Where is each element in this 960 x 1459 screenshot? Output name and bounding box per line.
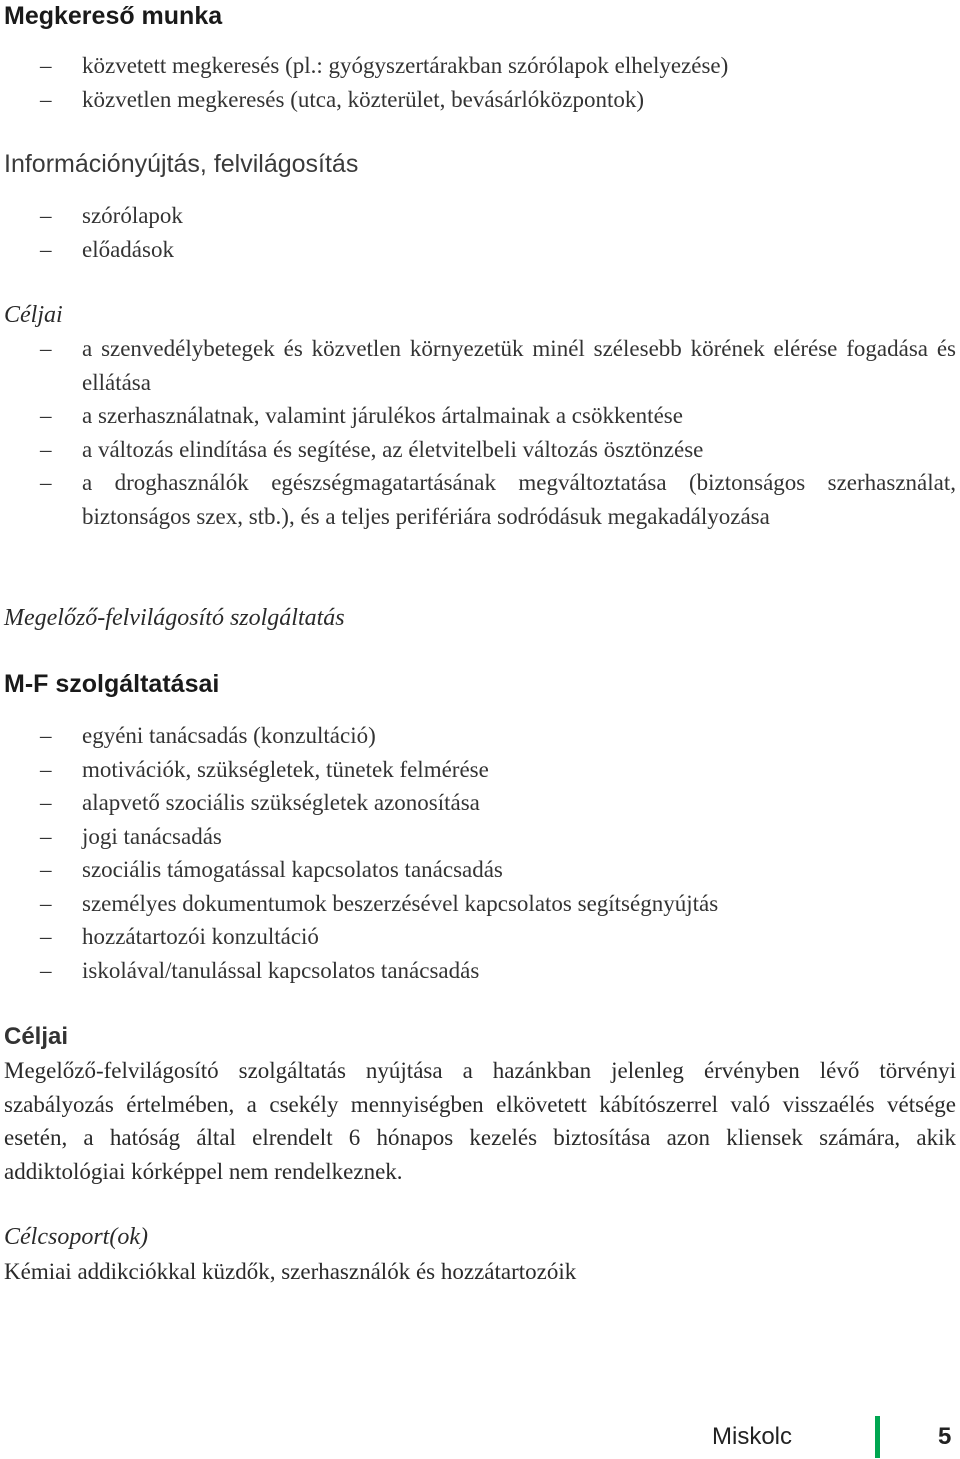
section-title-target-groups: Célcsoport(ok): [4, 1224, 148, 1250]
dash-marker: –: [40, 336, 52, 361]
dash-marker: –: [40, 403, 52, 428]
dash-marker: –: [40, 236, 52, 262]
dash-marker: –: [40, 470, 52, 495]
service-title: Megelőző-felvilágosító szolgáltatás: [4, 605, 345, 631]
section-title-outreach: Megkereső munka: [4, 2, 223, 30]
list-item: – személyes dokumentumok beszerzésével kapcsolatos segítségnyújtás: [0, 887, 956, 921]
section-title-information: Információnyújtás, felvilágosítás: [4, 150, 359, 178]
dash-marker: –: [40, 823, 52, 849]
dash-marker: –: [40, 53, 52, 78]
list-item: – jogi tanácsadás: [0, 820, 956, 854]
mf-services-list: [0, 719, 956, 987]
list-item: – egyéni tanácsadás (konzultáció): [0, 719, 956, 753]
outreach-list: [0, 49, 956, 116]
information-list: [0, 199, 956, 266]
dash-marker: –: [40, 924, 52, 949]
section-title-mf-services: M-F szolgáltatásai: [4, 670, 220, 698]
section-title-goals: Céljai: [4, 302, 63, 328]
dash-marker: –: [40, 756, 52, 782]
list-item: – közvetett megkeresés (pl.: gyógyszertárakban szórólapok elhelyezése): [0, 49, 956, 83]
dash-marker: –: [40, 203, 52, 228]
footer-accent-bar: [875, 1416, 880, 1458]
list-item: – iskolával/tanulással kapcsolatos tanácsadás: [0, 954, 956, 988]
list-item: – szórólapok: [0, 199, 956, 233]
dash-marker: –: [40, 857, 52, 882]
list-item: – a szenvedélybetegek és közvetlen környezetük minél szélesebb körének elérése fogadása és ellátása: [0, 332, 956, 399]
list-item: – szociális támogatással kapcsolatos tanácsadás: [0, 853, 956, 887]
target-groups-paragraph: Kémiai addikciókkal küzdők, szerhasználók és hozzátartozóik: [4, 1259, 577, 1284]
section-title-goals-2: Céljai: [4, 1023, 69, 1050]
footer-city: Miskolc: [712, 1423, 793, 1450]
list-item: – előadások: [0, 233, 956, 267]
list-item: – hozzátartozói konzultáció: [0, 920, 956, 954]
list-item: – a szerhasználatnak, valamint járulékos ártalmainak a csökkentése: [0, 399, 956, 433]
list-item: – motivációk, szükségletek, tünetek felmérése: [0, 753, 956, 787]
goals-paragraph: Megelőző-felvilágosító szolgáltatás nyújtása a hazánkban jelenleg érvényben lévő törvényi szabályozás értelmében, a csekély mennyiségben elkövetett kábítószerrel való visszaélés vétsége esetén, a hatóság által elrendelt 6 hónapos kezelés biztosítása azon kliensek számára, akik addiktológiai kórképpel nem rendelkeznek.: [4, 1058, 956, 1184]
goals-list: [0, 332, 956, 533]
list-item: – közvetlen megkeresés (utca, közterület, bevásárlóközpontok): [0, 83, 956, 117]
dash-marker: –: [40, 790, 52, 815]
list-item: – a változás elindítása és segítése, az életvitelbeli változás ösztönzése: [0, 433, 956, 467]
list-item: – alapvető szociális szükségletek azonosítása: [0, 786, 956, 820]
dash-marker: –: [40, 890, 52, 916]
dash-marker: –: [40, 436, 52, 462]
page-number: 5: [938, 1423, 952, 1450]
list-item: – a droghasználók egészségmagatartásának megváltoztatása (biztonságos szerhasználat, biztonságos szex, stb.), és a teljes perifériára sodródásuk megakadályozása: [0, 466, 956, 533]
dash-marker: –: [40, 86, 52, 112]
dash-marker: –: [40, 957, 52, 983]
dash-marker: –: [40, 723, 52, 748]
